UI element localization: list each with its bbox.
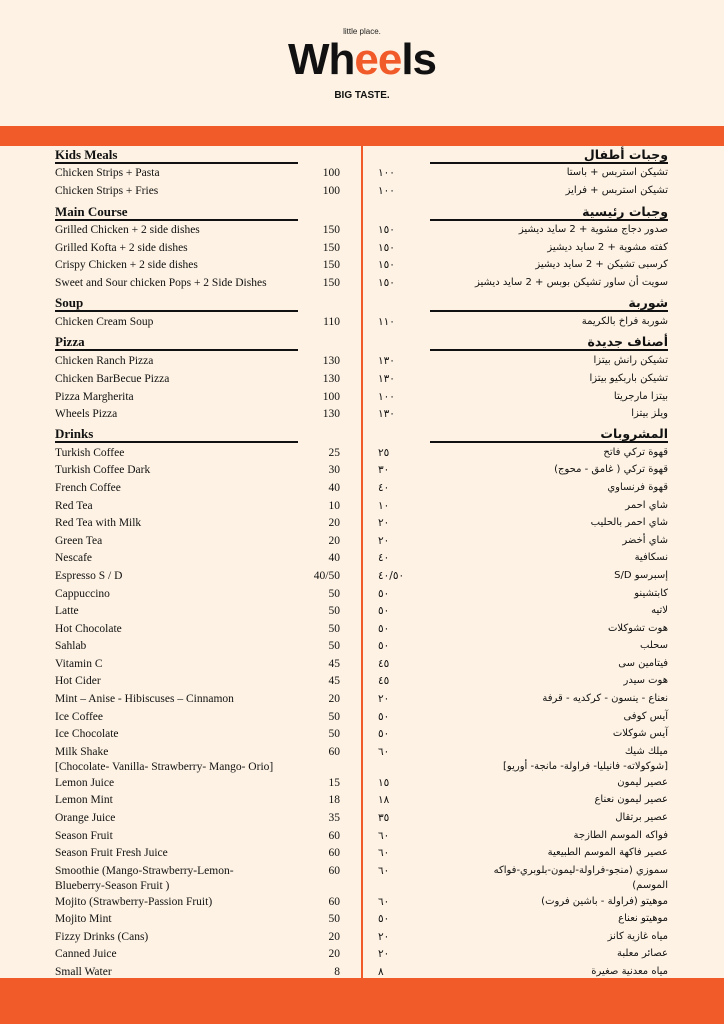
menu-item-name-ar: كفته مشوية + 2 سايد ديشيز: [547, 242, 668, 253]
section-rule-ar: [430, 162, 668, 164]
menu-item-name-ar: عصير فاكهة الموسم الطبيعية: [547, 847, 668, 858]
menu-item-price-ar: ٤٠: [378, 552, 390, 564]
menu-item-name-en: Red Tea: [55, 500, 93, 512]
menu-item-name-en: Mint – Anise - Hibiscuses – Cinnamon: [55, 693, 234, 705]
menu-item-name-en: Mojito Mint: [55, 913, 112, 925]
menu-item-price-ar: ١٥: [378, 777, 390, 789]
menu-item-name-ar: ويلز بيتزا: [631, 408, 668, 419]
brand-logo: [0, 34, 724, 86]
section-title-en: Pizza: [55, 334, 85, 349]
menu-item-price-en: 10: [328, 500, 340, 512]
menu-item-name-ar: تشيكن باربكيو بيتزا: [589, 373, 668, 384]
menu-item-name-ar: تشيكن استربس + باستا: [566, 167, 668, 178]
menu-item-name-en: Nescafe: [55, 552, 93, 564]
menu-item-name-ar: سحلب: [640, 640, 668, 651]
menu-item-name-en: Fizzy Drinks (Cans): [55, 931, 149, 943]
brand-subtagline: BIG TASTE.: [334, 90, 390, 101]
menu-item-name-en: Hot Cider: [55, 675, 101, 687]
menu-item-name-en: [Chocolate- Vanilla- Strawberry- Mango- Orio]: [55, 761, 274, 773]
menu-item-price-ar: ١٥٠: [378, 277, 395, 289]
menu-item-price-ar: ٥٠: [378, 605, 390, 617]
section-rule-ar: [430, 310, 668, 312]
brand-name-accent: ee: [354, 35, 402, 84]
menu-item-name-ar: موهيتو نعناع: [618, 913, 668, 924]
section-title-en: Drinks: [55, 426, 94, 441]
menu-item-price-ar: ٤٠: [378, 482, 390, 494]
menu-item-price-en: 100: [322, 391, 340, 403]
menu-item-name-ar: لاتيه: [651, 605, 668, 616]
menu-item-price-en: 45: [328, 675, 340, 687]
menu-item-name-en: Wheels Pizza: [55, 408, 118, 420]
menu-item-price-ar: ٥٠: [378, 623, 390, 635]
menu-item-price-ar: ٨: [378, 966, 384, 978]
menu-item-name-en: Chicken BarBecue Pizza: [55, 373, 170, 385]
section-title-en: Soup: [55, 295, 84, 310]
menu-item-name-ar: قهوة فرنساوي: [607, 482, 668, 493]
menu-item-name-ar: عصير ليمون: [617, 777, 668, 788]
menu-item-name-en: Grilled Chicken + 2 side dishes: [55, 224, 200, 236]
menu-item-name-ar: كرسبى تشيكن + 2 سايد ديشيز: [535, 259, 668, 270]
menu-item-name-ar: صدور دجاج مشوية + 2 سايد ديشيز: [518, 224, 668, 235]
menu-item-price-en: 50: [328, 640, 340, 652]
menu-item-price-en: 40: [328, 482, 340, 494]
menu-item-name-ar: عصير ليمون نعناع: [594, 794, 668, 805]
menu-item-name-ar: آيس كوفى: [623, 711, 668, 722]
menu-item-name-ar: فواكه الموسم الطازجة: [573, 830, 668, 841]
menu-item-name-en: Lemon Mint: [55, 794, 113, 806]
menu-item-price-en: 60: [328, 830, 340, 842]
menu-item-name-ar: مياه معدنية صغيرة: [591, 966, 668, 977]
menu-item-name-ar: سموزي (منجو-فراولة-ليمون-بلوبري-فواكه: [493, 865, 668, 876]
menu-item-name-ar: كابتشينو: [634, 588, 668, 599]
menu-item-price-en: 50: [328, 588, 340, 600]
menu-item-price-ar: ١٣٠: [378, 408, 395, 420]
menu-item-name-ar: تشيكن استربس + فرايز: [565, 185, 668, 196]
section-rule-ar: [430, 441, 668, 443]
menu-item-name-en: Sweet and Sour chicken Pops + 2 Side Dishes: [55, 277, 267, 289]
menu-item-name-ar: الموسم): [632, 880, 668, 891]
menu-item-price-ar: ٦٠: [378, 865, 390, 877]
section-title-ar: وجبات أطفال: [583, 147, 668, 162]
menu-item-price-ar: ٦٠: [378, 746, 390, 758]
menu-item-name-en: Pizza Margherita: [55, 391, 134, 403]
menu-item-price-en: 150: [322, 242, 340, 254]
brand-tagline: little place.: [343, 27, 381, 36]
menu-item-price-en: 50: [328, 605, 340, 617]
center-divider: [361, 146, 363, 978]
menu-item-name-en: Season Fruit Fresh Juice: [55, 847, 168, 859]
menu-item-price-en: 100: [322, 167, 340, 179]
menu-item-name-en: Ice Coffee: [55, 711, 103, 723]
menu-item-name-en: Hot Chocolate: [55, 623, 122, 635]
section-title-ar: أصناف جديدة: [587, 334, 668, 349]
section-title-ar: وجبات رئيسية: [582, 204, 668, 219]
menu-item-price-en: 50: [328, 711, 340, 723]
menu-item-price-en: 150: [322, 277, 340, 289]
menu-item-name-ar: مياه غازية كانز: [607, 931, 668, 942]
menu-item-price-ar: ١٥٠: [378, 242, 395, 254]
menu-item-name-en: Smoothie (Mango-Strawberry-Lemon-: [55, 865, 234, 877]
menu-item-price-ar: ٥٠: [378, 913, 390, 925]
menu-item-name-en: Milk Shake: [55, 746, 109, 758]
menu-item-price-en: 130: [322, 373, 340, 385]
menu-item-price-ar: ٥٠: [378, 640, 390, 652]
menu-item-name-en: Chicken Strips + Fries: [55, 185, 159, 197]
menu-item-price-ar: ٥٠: [378, 728, 390, 740]
menu-item-price-en: 40: [328, 552, 340, 564]
menu-item-price-en: 30: [328, 464, 340, 476]
brand-name-end: ls: [401, 35, 437, 84]
section-title-ar: المشروبات: [600, 426, 668, 441]
menu-item-price-ar: ٣٠: [378, 464, 390, 476]
menu-item-name-ar: شاي أخضر: [622, 535, 668, 546]
top-orange-band: [0, 126, 724, 146]
menu-item-name-ar: موهيتو (فراولة - باشين فروت): [541, 896, 668, 907]
menu-item-price-en: 20: [328, 535, 340, 547]
menu-item-price-ar: ١٥٠: [378, 224, 395, 236]
menu-item-name-ar: عصائر معلبة: [616, 948, 668, 959]
menu-item-name-en: Chicken Strips + Pasta: [55, 167, 160, 179]
menu-item-price-ar: ١٠٠: [378, 185, 395, 197]
menu-item-name-en: Green Tea: [55, 535, 103, 547]
menu-item-name-ar: قهوة تركي فاتح: [603, 447, 668, 458]
menu-item-name-ar: آيس شوكلات: [612, 728, 668, 739]
section-title-en: Main Course: [55, 204, 128, 219]
menu-item-price-en: 100: [322, 185, 340, 197]
menu-item-price-en: 60: [328, 896, 340, 908]
menu-item-price-ar: ٥٠: [378, 588, 390, 600]
menu-item-name-ar: [شوكولاته- فانيليا- فراولة- مانجة- أوريو]: [503, 761, 668, 772]
menu-item-price-ar: ٢٠: [378, 517, 390, 529]
menu-item-name-ar: عصير برتقال: [615, 812, 668, 823]
menu-item-price-en: 25: [328, 447, 340, 459]
menu-item-name-ar: ميلك شيك: [624, 746, 668, 757]
menu-item-price-en: 50: [328, 913, 340, 925]
menu-item-price-en: 40/50: [313, 570, 340, 582]
menu-item-price-ar: ٦٠: [378, 847, 390, 859]
menu-item-price-ar: ٤٥: [378, 658, 390, 670]
menu-item-price-en: 20: [328, 693, 340, 705]
section-rule-en: [55, 162, 298, 164]
menu-item-name-en: Chicken Cream Soup: [55, 316, 154, 328]
menu-item-name-en: Sahlab: [55, 640, 87, 652]
menu-item-price-ar: ٦٠: [378, 830, 390, 842]
menu-item-price-ar: ٤٠/٥٠: [378, 570, 405, 582]
menu-header: [0, 0, 724, 126]
menu-item-price-ar: ١٥٠: [378, 259, 395, 271]
menu-item-name-ar: قهوة تركي ( غامق - محوج): [554, 464, 668, 475]
menu-item-price-en: 45: [328, 658, 340, 670]
menu-item-price-ar: ٢٠: [378, 535, 390, 547]
menu-item-price-en: 20: [328, 931, 340, 943]
section-rule-ar: [430, 219, 668, 221]
menu-item-price-en: 60: [328, 865, 340, 877]
menu-item-name-en: Season Fruit: [55, 830, 113, 842]
menu-item-name-en: Canned Juice: [55, 948, 117, 960]
menu-item-price-en: 8: [334, 966, 340, 978]
menu-item-name-ar: شاي احمر بالحليب: [590, 517, 668, 528]
menu-item-name-en: Cappuccino: [55, 588, 110, 600]
menu-item-price-ar: ١٠٠: [378, 391, 395, 403]
menu-item-name-en: Blueberry-Season Fruit ): [55, 880, 170, 892]
menu-item-price-en: 130: [322, 355, 340, 367]
menu-item-name-en: Lemon Juice: [55, 777, 115, 789]
menu-item-price-ar: ٢٠: [378, 948, 390, 960]
menu-item-price-en: 20: [328, 948, 340, 960]
menu-item-name-en: Crispy Chicken + 2 side dishes: [55, 259, 198, 271]
menu-item-name-ar: سويت أن ساور تشيكن بوبس + 2 سايد ديشيز: [474, 277, 668, 288]
menu-item-name-ar: نعناع - ينسون - كركديه - قرفة: [542, 693, 668, 704]
menu-item-price-ar: ٢٥: [378, 447, 390, 459]
menu-item-price-en: 15: [328, 777, 340, 789]
section-rule-en: [55, 310, 298, 312]
menu-item-name-ar: هوت تشوكلات: [607, 623, 668, 634]
brand-name-start: Wh: [287, 35, 355, 84]
section-rule-en: [55, 349, 298, 351]
section-rule-en: [55, 219, 298, 221]
section-rule-ar: [430, 349, 668, 351]
menu-item-price-en: 35: [328, 812, 340, 824]
menu-item-name-ar: فيتامين سى: [618, 658, 668, 669]
menu-item-name-en: Espresso S / D: [55, 570, 123, 582]
menu-item-name-en: Chicken Ranch Pizza: [55, 355, 154, 367]
bottom-orange-band: [0, 978, 724, 1024]
menu-item-price-ar: ٦٠: [378, 896, 390, 908]
menu-item-name-en: Grilled Kofta + 2 side dishes: [55, 242, 188, 254]
menu-item-price-ar: ١٠٠: [378, 167, 395, 179]
menu-item-price-en: 130: [322, 408, 340, 420]
menu-item-name-ar: شاي احمر: [625, 500, 668, 511]
menu-item-price-en: 60: [328, 746, 340, 758]
menu-item-name-en: Small Water: [55, 966, 112, 978]
menu-item-name-en: Latte: [55, 605, 79, 617]
menu-item-price-en: 150: [322, 259, 340, 271]
menu-item-price-ar: ١١٠: [378, 316, 395, 328]
menu-item-price-ar: ١٠: [378, 500, 390, 512]
menu-item-name-en: Red Tea with Milk: [55, 517, 142, 529]
menu-item-price-en: 18: [328, 794, 340, 806]
menu-item-name-ar: بيتزا مارجريتا: [613, 391, 668, 402]
menu-item-price-en: 110: [323, 316, 340, 328]
menu-item-name-en: Vitamin C: [55, 658, 103, 670]
menu-item-name-ar: شوربة فراخ بالكريمة: [581, 316, 668, 327]
menu-item-price-en: 50: [328, 623, 340, 635]
menu-item-name-en: Turkish Coffee Dark: [55, 464, 151, 476]
menu-item-price-ar: ٢٠: [378, 931, 390, 943]
menu-item-name-en: French Coffee: [55, 482, 121, 494]
menu-item-name-ar: نسكافية: [634, 552, 668, 563]
section-rule-en: [55, 441, 298, 443]
menu-item-price-en: 20: [328, 517, 340, 529]
menu-item-name-ar: هوت سيدر: [623, 675, 668, 686]
menu-item-name-en: Ice Chocolate: [55, 728, 119, 740]
menu-item-price-ar: ١٣٠: [378, 355, 395, 367]
menu-item-price-ar: ١٣٠: [378, 373, 395, 385]
section-title-ar: شوربة: [628, 295, 668, 310]
menu-item-name-en: Orange Juice: [55, 812, 116, 824]
menu-item-price-en: 50: [328, 728, 340, 740]
menu-item-name-ar: تشيكن رانش بيتزا: [593, 355, 668, 366]
menu-item-name-ar: إسبرسو S/D: [614, 570, 668, 581]
menu-item-price-ar: ٣٥: [378, 812, 390, 824]
menu-item-price-ar: ٢٠: [378, 693, 390, 705]
menu-item-price-ar: ٥٠: [378, 711, 390, 723]
menu-item-price-en: 60: [328, 847, 340, 859]
menu-item-name-en: Mojito (Strawberry-Passion Fruit): [55, 896, 213, 908]
menu-item-name-en: Turkish Coffee: [55, 447, 125, 459]
menu-item-price-ar: ١٨: [378, 794, 390, 806]
menu-item-price-ar: ٤٥: [378, 675, 390, 687]
menu-item-price-en: 150: [322, 224, 340, 236]
section-title-en: Kids Meals: [55, 147, 118, 162]
